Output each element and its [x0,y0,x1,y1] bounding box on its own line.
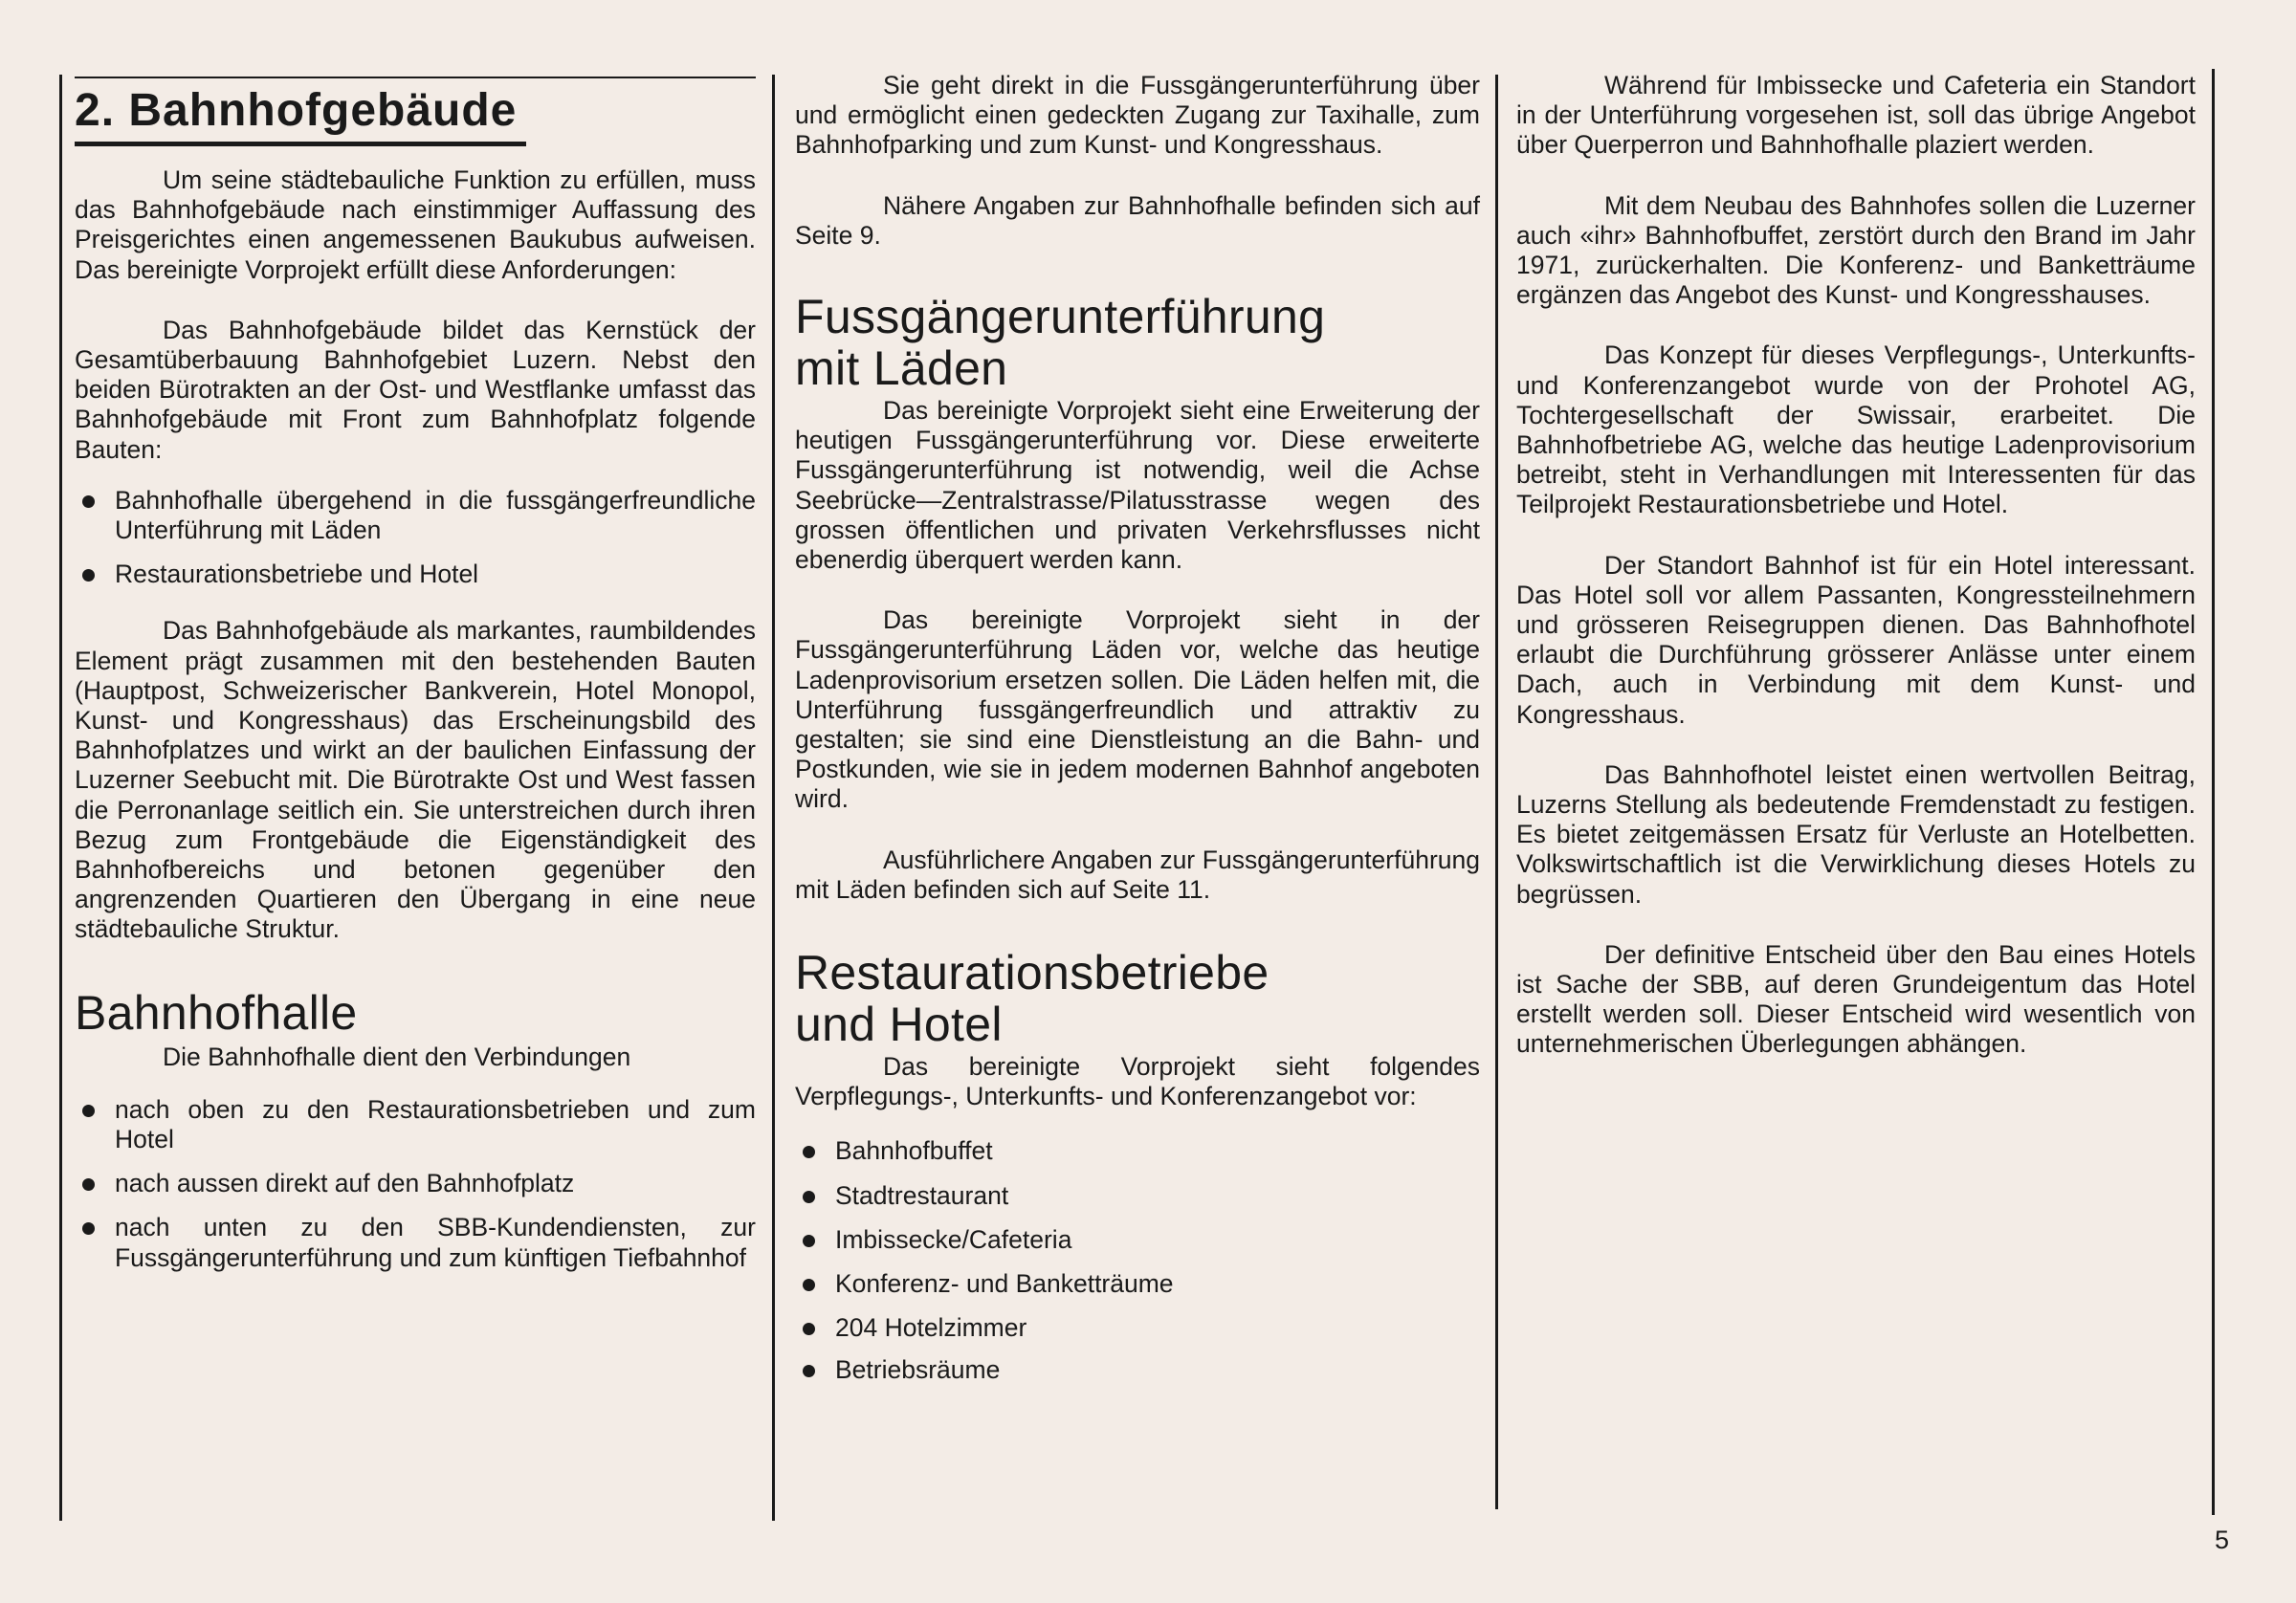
list-item: nach unten zu den SBB-Kundendiensten, zur Fussgängerunterführung und zum künftigen Tiefbahnhof [75,1213,756,1272]
chapter-title: 2. Bahnhofgebäude [75,86,526,146]
column-2 [795,71,1480,1386]
page-number: 5 [2214,1526,2229,1554]
paragraph: Das bereinigte Vorprojekt sieht eine Erweiterung der heutigen Fussgängerunterführung vor. Diese erweiterte Fussgängerunterführung ist notwendig, weil die Achse Seebrücke—Zentralstrasse/Pilatusstrasse wegen des grossen öffentlichen und privaten Verkehrsflusses nicht ebenerdig überquert werden kann. [795,396,1480,575]
list-item: nach aussen direkt auf den Bahnhofplatz [75,1169,756,1198]
paragraph: Das Bahnhofgebäude als markantes, raumbildendes Element prägt zusammen mit den bestehenden Bauten (Hauptpost, Schweizerischer Bankverein, Hotel Monopol, Kunst- und Kongresshaus) das Erscheinungsbild des Bahnhofplatzes und wirkt an der baulichen Einfassung der Luzerner Seebucht mit. Die Bürotrakte Ost und West fassen die Perronanlage seitlich ein. Sie unterstreichen durch ihren Bezug zum Frontgebäude die Eigenständigkeit des Bahnhofbereichs und betonen gegenüber den angrenzenden Quartieren den Übergang in eine neue städtebauliche Struktur. [75,616,756,944]
paragraph: Ausführlichere Angaben zur Fussgängerunterführung mit Läden befinden sich auf Seite 11. [795,845,1480,904]
bullet-list [75,1095,756,1273]
paragraph: Das bereinigte Vorprojekt sieht in der Fussgängerunterführung Läden vor, welche das heutige Ladenprovisorium ersetzen sollen. Die Läden helfen mit, die Unterführung fussgängerfreundlich und attraktiv zu gestalten; sie sind eine Dienstleistung an die Bahn- und Postkunden, wie sie in jedem modernen Bahnhof angeboten wird. [795,605,1480,814]
section-heading-line: Fussgängerunterführung [795,290,1326,344]
paragraph: Das bereinigte Vorprojekt sieht folgendes Verpflegungs-, Unterkunfts- und Konferenzangebot vor: [795,1052,1480,1111]
section-heading [795,947,1480,1050]
column-rule-2 [1495,75,1498,1509]
section-heading-line: und Hotel [795,998,1003,1052]
list-item: Imbissecke/Cafeteria [795,1225,1480,1255]
paragraph: Die Bahnhofhalle dient den Verbindungen [163,1042,631,1071]
paragraph: Das Bahnhofhotel leistet einen wertvollen Beitrag, Luzerns Stellung als bedeutende Fremdenstadt zu festigen. Es bietet zeitgemässen Ersatz für Verluste an Hotelbetten. Volkswirtschaftlich ist die Verwirklichung dieses Hotels zu begrüssen. [1516,759,2196,909]
list-item: Stadtrestaurant [795,1181,1480,1211]
column-1 [75,77,756,1273]
paragraph: Während für Imbissecke und Cafeteria ein Standort in der Unterführung vorgesehen ist, soll das übrige Angebot über Querperron und Bahnhofhalle plaziert werden. [1516,71,2196,160]
list-item: Betriebsräume [795,1355,1480,1385]
paragraph: Mit dem Neubau des Bahnhofes sollen die Luzerner auch «ihr» Bahnhofbuffet, zerstört durch den Brand im Jahr 1971, zurückerhalten. Die Konferenz- und Banketträume ergänzen das Angebot des Kunst- und Kongresshauses. [1516,190,2196,310]
chapter-top-rule [75,77,756,78]
paragraph: Um seine städtebauliche Funktion zu erfüllen, muss das Bahnhofgebäude nach einstimmiger Auffassung des Preisgerichtes einen angemessenen Baukubus aufweisen. Das bereinigte Vorprojekt erfüllt diese Anforderungen: [75,165,756,284]
list-item: nach oben zu den Restaurationsbetrieben und zum Hotel [75,1095,756,1154]
column-3 [1516,71,2196,1060]
paragraph: Der Standort Bahnhof ist für ein Hotel interessant. Das Hotel soll vor allem Passanten, Kongressteilnehmern und grösseren Reisegruppen dienen. Das Bahnhofhotel erlaubt die Durchführung grösserer Anlässe unter einem Dach, auch in Verbindung mit dem Kunst- und Kongresshaus. [1516,550,2196,729]
paragraph: Der definitive Entscheid über den Bau eines Hotels ist Sache der SBB, auf deren Grundeigentum das Hotel erstellt werden soll. Dieser Entscheid wird wesentlich von unternehmerischen Überlegungen abhängen. [1516,939,2196,1059]
list-item: Bahnhofhalle übergehend in die fussgängerfreundliche Unterführung mit Läden [75,486,756,545]
list-item: 204 Hotelzimmer [795,1313,1480,1343]
list-item: Konferenz- und Banketträume [795,1269,1480,1299]
list-item: Restaurationsbetriebe und Hotel [75,560,756,589]
section-heading: Bahnhofhalle [75,985,358,1040]
paragraph: Sie geht direkt in die Fussgängerunterführung über und ermöglicht einen gedeckten Zugang zur Taxihalle, zum Bahnhofparking und zum Kunst- und Kongresshaus. [795,71,1480,160]
bullet-list [795,1136,1480,1385]
column-rule-1 [772,75,775,1521]
section-heading-line: Restaurationsbetriebe [795,946,1269,1000]
paragraph: Das Bahnhofgebäude bildet das Kernstück der Gesamtüberbauung Bahnhofgebiet Luzern. Nebst den beiden Bürotrakten an der Ost- und Westflanke umfasst das Bahnhofgebäude mit Front zum Bahnhofplatz folgende Bauten: [75,315,756,464]
section-heading [795,291,1480,394]
column-rule-right [2212,69,2215,1515]
column-rule-left [59,75,62,1521]
bullet-list [75,486,756,590]
section-heading-line: mit Läden [795,341,1008,396]
paragraph: Das Konzept für dieses Verpflegungs-, Unterkunfts- und Konferenzangebot wurde von der Prohotel AG, Tochtergesellschaft der Swissair, erarbeitet. Die Bahnhofbetriebe AG, welche das heutige Ladenprovisorium betreibt, steht in Verhandlungen mit Interessenten für das Teilprojekt Restaurationsbetriebe und Hotel. [1516,340,2196,519]
paragraph: Nähere Angaben zur Bahnhofhalle befinden sich auf Seite 9. [795,190,1480,250]
list-item: Bahnhofbuffet [795,1136,1480,1166]
